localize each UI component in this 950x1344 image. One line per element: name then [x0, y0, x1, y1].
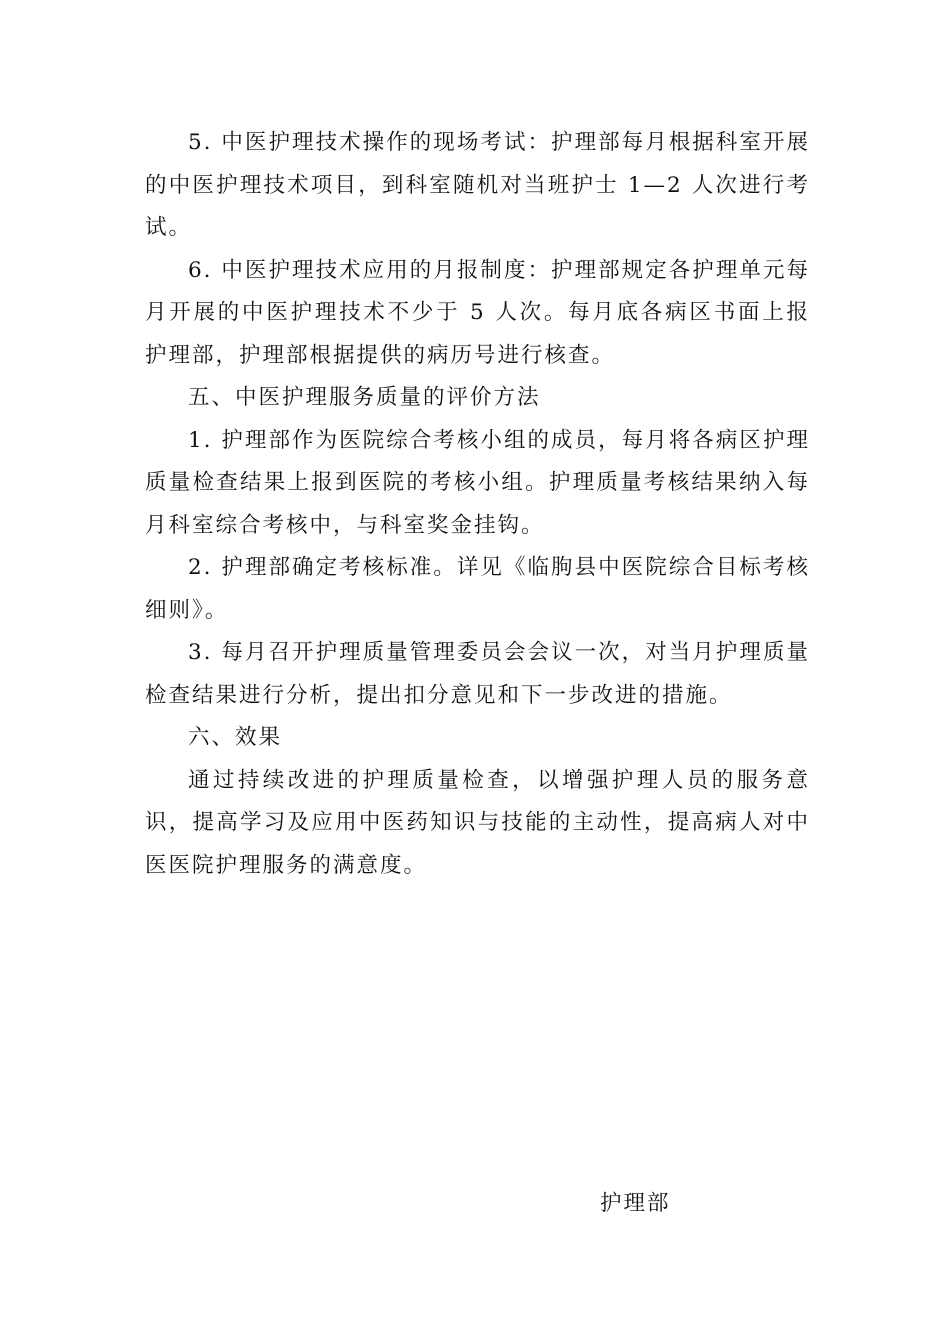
signature-department: 护理部 [600, 1191, 671, 1216]
document-body [145, 122, 810, 887]
paragraph-effect-summary: 通过持续改进的护理质量检查，以增强护理人员的服务意识，提高学习及应用中医药知识与技能的主动性，提高病人对中医医院护理服务的满意度。 [145, 767, 810, 878]
section-heading-effect: 六、效果 [188, 725, 283, 750]
paragraph-item-3-committee-meeting: 3. 每月召开护理质量管理委员会会议一次，对当月护理质量检查结果进行分析，提出扣分意见和下一步改进的措施。 [145, 640, 810, 708]
paragraph-item-2-assessment-standard: 2. 护理部确定考核标准。详见《临朐县中医院综合目标考核细则》。 [145, 555, 810, 623]
paragraph-item-5-onsite-exam: 5. 中医护理技术操作的现场考试：护理部每月根据科室开展的中医护理技术项目，到科室随机对当班护士 1—2 人次进行考试。 [145, 130, 810, 240]
section-heading-evaluation-methods: 五、中医护理服务质量的评价方法 [188, 385, 541, 410]
paragraph-item-6-monthly-report: 6. 中医护理技术应用的月报制度：护理部规定各护理单元每月开展的中医护理技术不少于 5 人次。每月底各病区书面上报护理部，护理部根据提供的病历号进行核查。 [145, 257, 810, 368]
paragraph-item-1-assessment-group: 1. 护理部作为医院综合考核小组的成员，每月将各病区护理质量检查结果上报到医院的考核小组。护理质量考核结果纳入每月科室综合考核中，与科室奖金挂钩。 [145, 427, 810, 538]
